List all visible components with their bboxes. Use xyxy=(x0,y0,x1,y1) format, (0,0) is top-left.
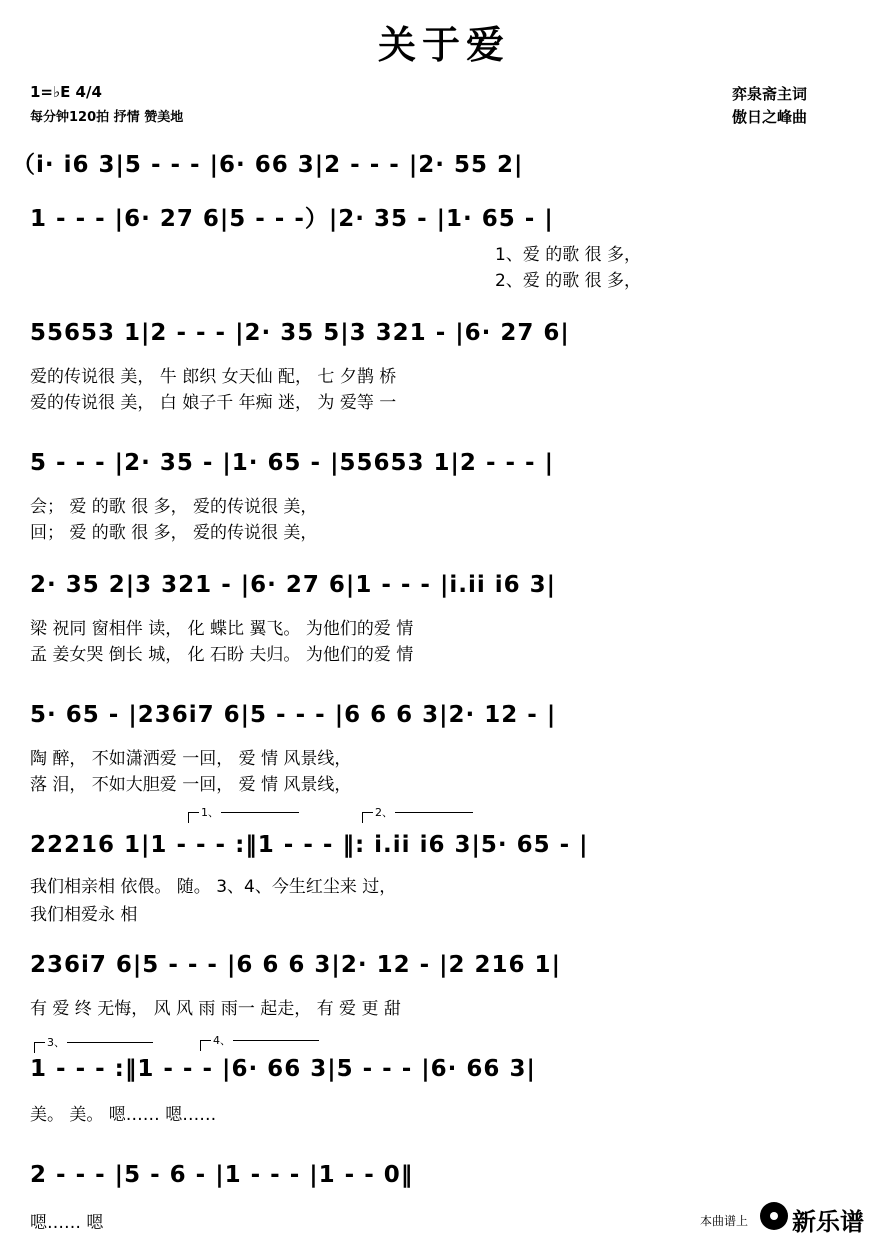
notation-row: （i· i6 3|5 - - - |6· 66 3|2 - - - |2· 55 2| xyxy=(12,152,524,178)
footer-note: 本曲谱上 xyxy=(700,1214,749,1228)
notation-row: 236i7 6|5 - - - |6 6 6 3|2· 12 - |2 216 1| xyxy=(30,952,561,978)
notation-row: 1 - - - :‖1 - - - |6· 66 3|5 - - - |6· 66 3| xyxy=(30,1056,536,1082)
lyric-line: 2、爱 的歌 很 多， xyxy=(495,271,642,291)
lyric-line: 孟 姜女哭 倒长 城， 化 石盼 夫归。 为他们的爱 情 xyxy=(30,645,414,665)
lyric-line: 我们相爱永 相 xyxy=(30,905,138,925)
lyric-line: 落 泪， 不如大胆爱 一回， 爱 情 风景线， xyxy=(30,775,352,795)
notation-row: 2· 35 2|3 321 - |6· 27 6|1 - - - |i.ii i6 3| xyxy=(30,572,557,598)
tempo-marking: 每分钟120拍 抒情 赞美地 xyxy=(30,110,184,125)
volta-bracket: 4、 xyxy=(200,1040,319,1051)
lyric-line: 回； 爱 的歌 很 多， 爱的传说很 美， xyxy=(30,523,318,543)
lyric-line: 爱的传说很 美， 白 娘子千 年痴 迷， 为 爱等 一 xyxy=(30,393,397,413)
notation-row: 5 - - - |2· 35 - |1· 65 - |55653 1|2 - - - | xyxy=(30,450,555,476)
lyric-line: 嗯…… 嗯 xyxy=(30,1213,104,1233)
notation-row: 2 - - - |5 - 6 - |1 - - - |1 - - 0‖ xyxy=(30,1162,414,1188)
lyric-line: 我们相亲相 依偎。 随。 3、4、今生红尘来 过， xyxy=(30,877,397,897)
lyric-line: 梁 祝同 窗相伴 读， 化 蝶比 翼飞。 为他们的爱 情 xyxy=(30,619,414,639)
lyric-line: 会； 爱 的歌 很 多， 爱的传说很 美， xyxy=(30,497,318,517)
lyric-line: 有 爱 终 无悔， 风 风 雨 雨一 起走， 有 爱 更 甜 xyxy=(30,999,401,1019)
volta-bracket: 2、 xyxy=(362,812,473,823)
lyric-line: 陶 醉， 不如潇洒爱 一回， 爱 情 风景线， xyxy=(30,749,352,769)
volta-bracket: 1、 xyxy=(188,812,299,823)
notation-row: 55653 1|2 - - - |2· 35 5|3 321 - |6· 27 6| xyxy=(30,320,570,346)
notation-row: 22216 1|1 - - - :‖1 - - - ‖: i.ii i6 3|5· 65 - | xyxy=(30,832,589,858)
notation-row: 5· 65 - |236i7 6|5 - - - |6 6 6 3|2· 12 - | xyxy=(30,702,557,728)
lyric-line: 美。 美。 嗯…… 嗯…… xyxy=(30,1105,217,1125)
page-title: 关于爱 xyxy=(377,23,510,67)
site-logo: 新乐谱 xyxy=(792,1208,864,1236)
key-signature: 1=♭E 4/4 xyxy=(30,83,102,101)
lyric-line: 爱的传说很 美， 牛 郎织 女天仙 配， 七 夕鹊 桥 xyxy=(30,367,397,387)
lyric-line: 1、爱 的歌 很 多， xyxy=(495,245,642,265)
volta-bracket: 3、 xyxy=(34,1042,153,1053)
notation-row: 1 - - - |6· 27 6|5 - - -）|2· 35 - |1· 65 - | xyxy=(30,206,554,232)
lyricist: 弈泉斋主词 xyxy=(732,85,808,103)
composer: 傲日之峰曲 xyxy=(732,108,808,126)
record-disc-icon xyxy=(760,1202,788,1230)
